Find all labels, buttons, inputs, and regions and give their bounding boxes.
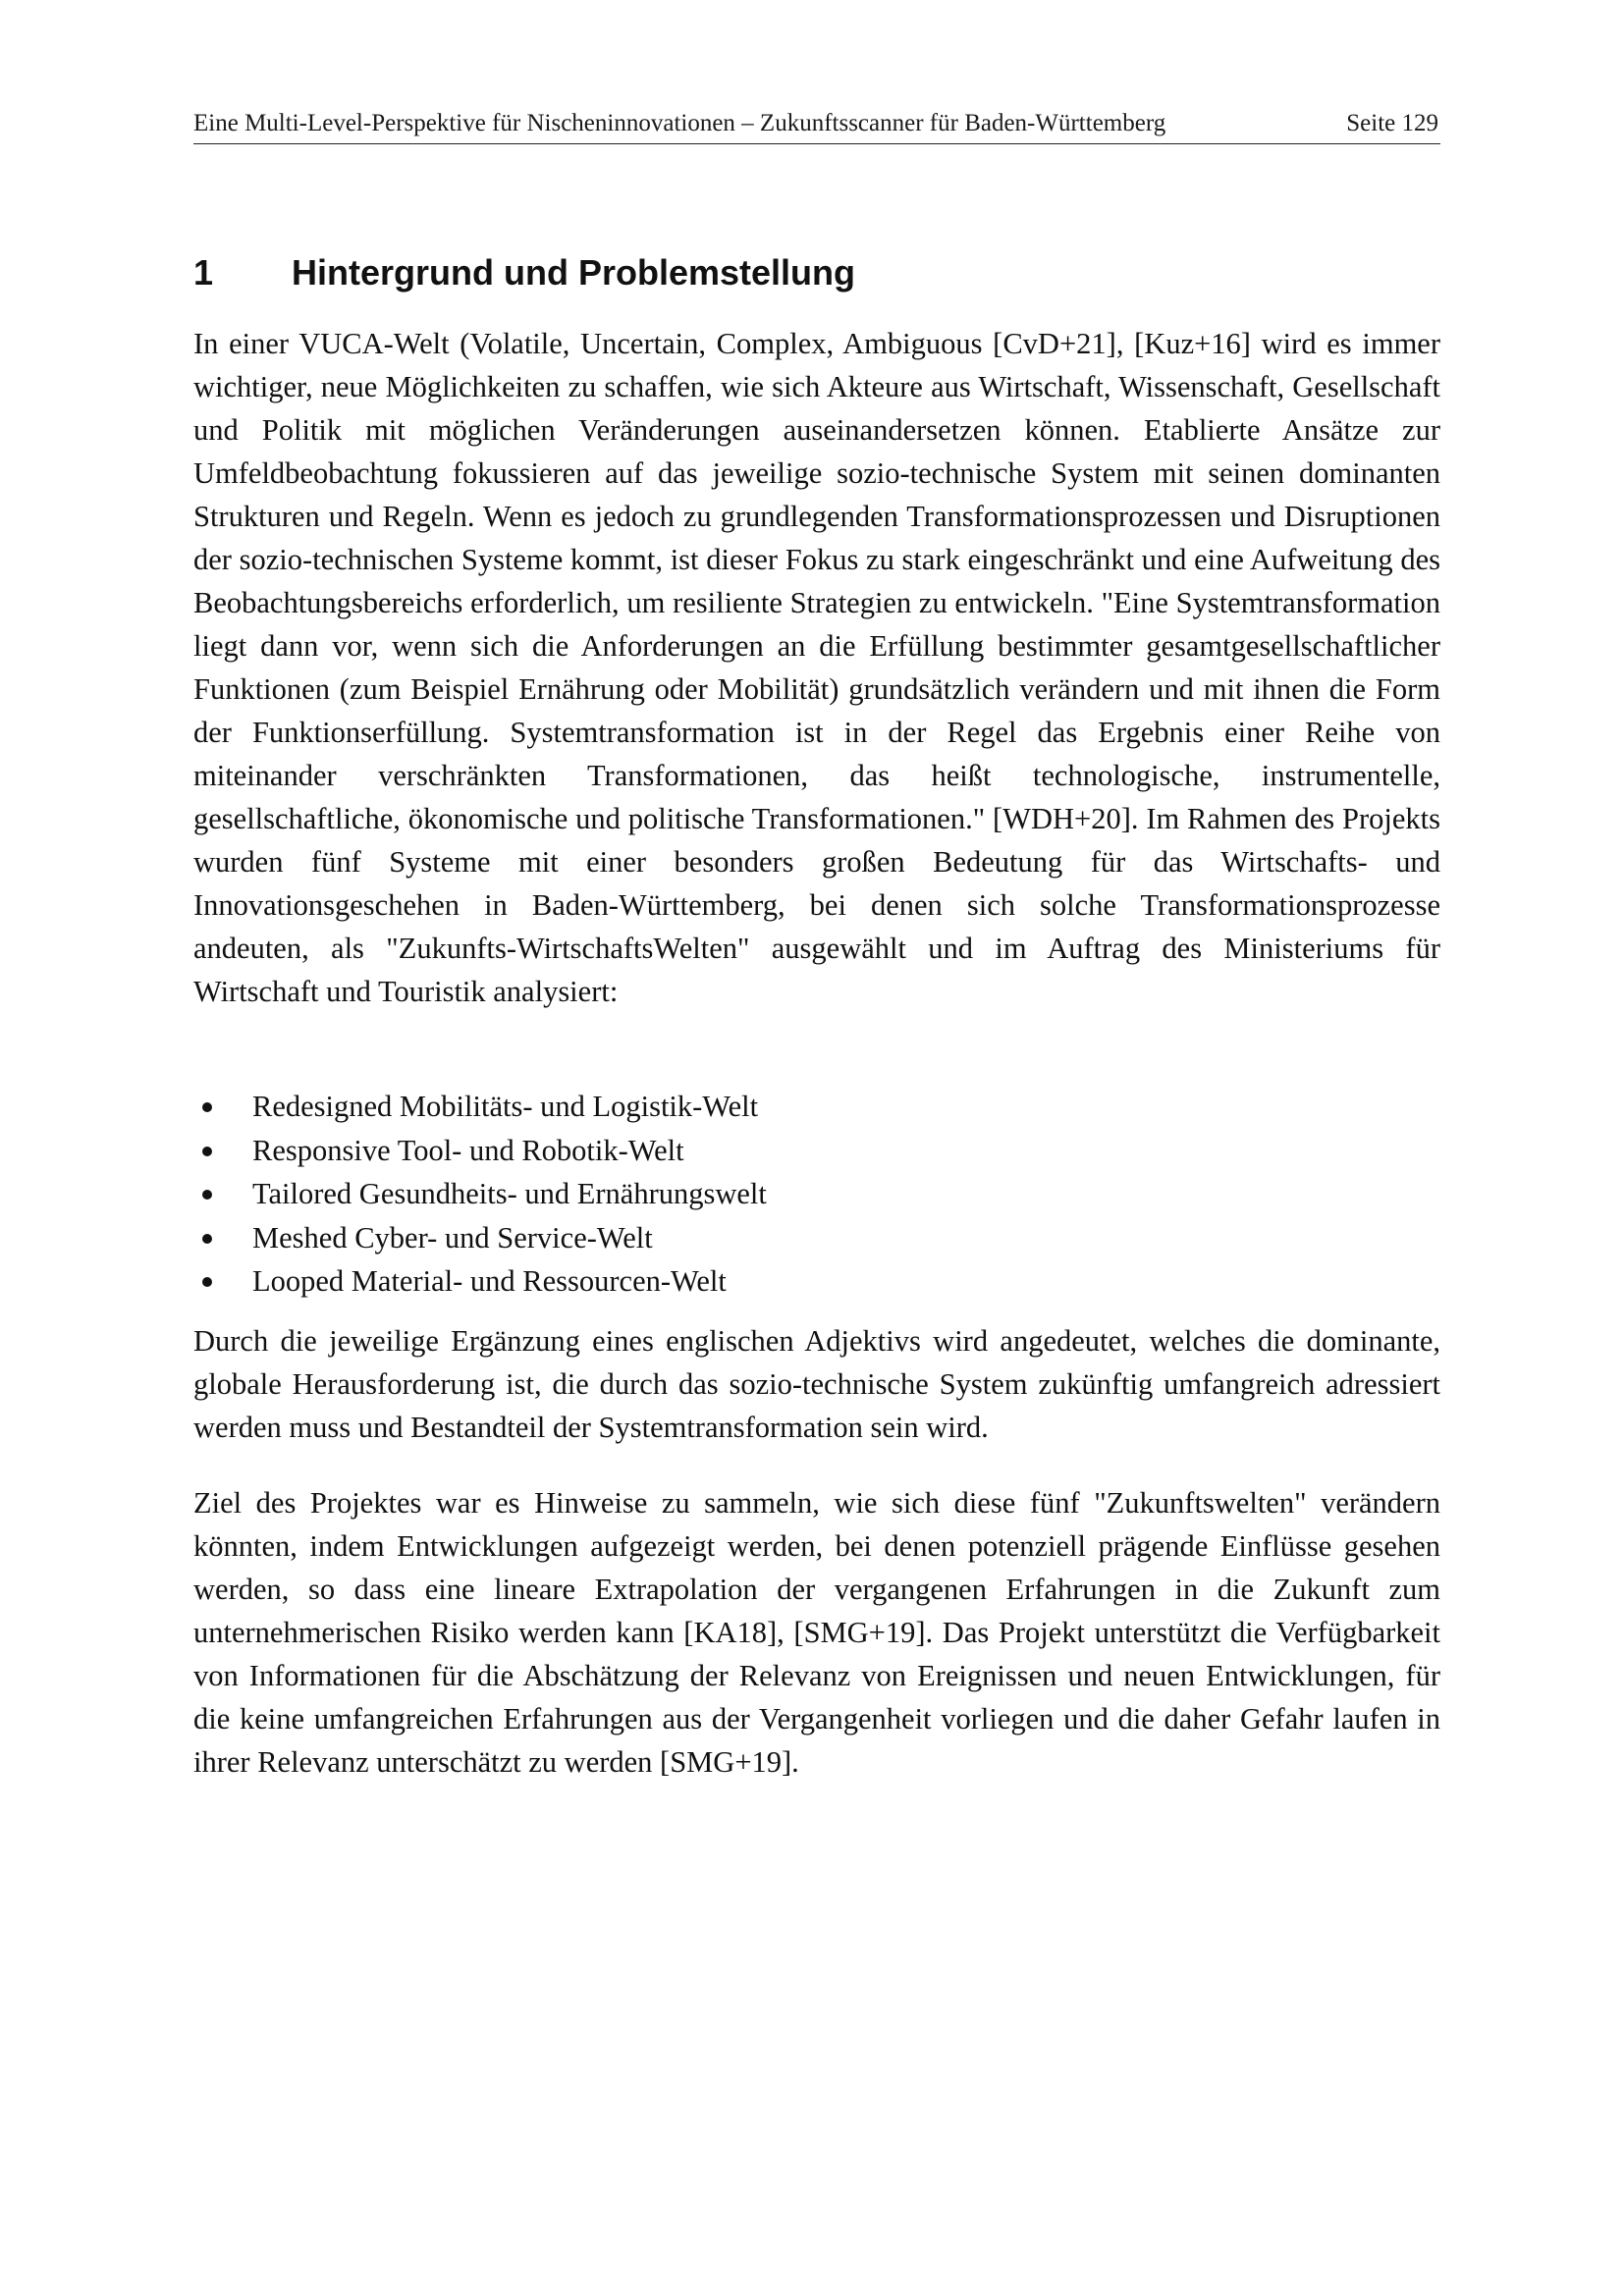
list-item-text: Responsive Tool- und Robotik-Welt: [252, 1133, 684, 1167]
list-item: [193, 1172, 1440, 1216]
paragraph-project-goal: Ziel des Projektes war es Hinweise zu sammeln, wie sich diese fünf "Zukunftswelten" verändern könnten, indem Entwicklungen aufgezeigt werden, bei denen potenziell prägende Einflüsse gesehen werden, so dass eine lineare Extrapolation der vergangenen Erfahrungen in die Zukunft zum unternehmerischen Risiko werden kann [KA18], [SMG+19]. Das Projekt unterstützt die Verfügbarkeit von Informationen für die Abschätzung der Relevanz von Ereignissen und neuen Entwicklungen, für die keine umfangreichen Erfahrungen aus der Vergangenheit vorliegen und die daher Gefahr laufen in ihrer Relevanz unterschätzt zu werden [SMG+19].: [193, 1486, 1440, 1779]
paragraph-adjectives: Durch die jeweilige Ergänzung eines englischen Adjektivs wird angedeutet, welches die dominante, globale Herausforderung ist, die durch das sozio-technische System zukünftig umfangreich adressiert werden muss und Bestandteil der Systemtransformation sein wird.: [193, 1324, 1440, 1444]
header-title: Eine Multi-Level-Perspektive für Nischeninnovationen – Zukunftsscanner für Baden-Württemberg: [193, 110, 1166, 136]
bullet-icon: [202, 1190, 212, 1200]
list-item: [193, 1129, 1440, 1173]
section-number: 1: [193, 252, 214, 293]
list-item: [193, 1085, 1440, 1129]
running-header: [193, 110, 1440, 144]
list-item: [193, 1216, 1440, 1260]
bullet-list: [193, 1085, 1440, 1304]
list-item-text: Tailored Gesundheits- und Ernährungswelt: [252, 1177, 767, 1210]
bullet-icon: [202, 1102, 212, 1112]
list-item-text: Looped Material- und Ressourcen-Welt: [252, 1264, 727, 1298]
section-title: Hintergrund und Problemstellung: [292, 252, 855, 293]
section-heading: [193, 251, 1440, 294]
list-item-text: Redesigned Mobilitäts- und Logistik-Welt: [252, 1090, 759, 1123]
bullet-icon: [202, 1147, 212, 1156]
paragraph-intro: In einer VUCA-Welt (Volatile, Uncertain, Complex, Ambiguous [CvD+21], [Kuz+16] wird es immer wichtiger, neue Möglichkeiten zu schaffen, wie sich Akteure aus Wirtschaft, Wissenschaft, Gesellschaft und Politik mit möglichen Veränderungen auseinandersetzen können. Etablierte Ansätze zur Umfeldbeobachtung fokussieren auf das jeweilige sozio-technische System mit seinen dominanten Strukturen und Regeln. Wenn es jedoch zu grundlegenden Transformationsprozessen und Disruptionen der sozio-technischen Systeme kommt, ist dieser Fokus zu stark eingeschränkt und eine Aufweitung des Beobachtungsbereichs erforderlich, um resiliente Strategien zu entwickeln. "Eine Systemtransformation liegt dann vor, wenn sich die Anforderungen an die Erfüllung bestimmter gesamtgesellschaftlicher Funktionen (zum Beispiel Ernährung oder Mobilität) grundsätzlich verändern und mit ihnen die Form der Funktionserfüllung. Systemtransformation ist in der Regel das Ergebnis einer Reihe von miteinander verschränkten Transformationen, das heißt technologische, instrumentelle, gesellschaftliche, ökonomische und politische Transformationen." [WDH+20]. Im Rahmen des Projekts wurden fünf Systeme mit einer besonders großen Bedeutung für das Wirtschafts- und Innovationsgeschehen in Baden-Württemberg, bei denen sich solche Transformationsprozesse andeuten, als "Zukunfts-WirtschaftsWelten" ausgewählt und im Auftrag des Ministeriums für Wirtschaft und Touristik analysiert:: [193, 327, 1440, 1008]
page-number: Seite 129: [1346, 110, 1438, 136]
list-item: [193, 1259, 1440, 1304]
bullet-icon: [202, 1277, 212, 1287]
list-item-text: Meshed Cyber- und Service-Welt: [252, 1220, 653, 1255]
bullet-icon: [202, 1234, 212, 1244]
